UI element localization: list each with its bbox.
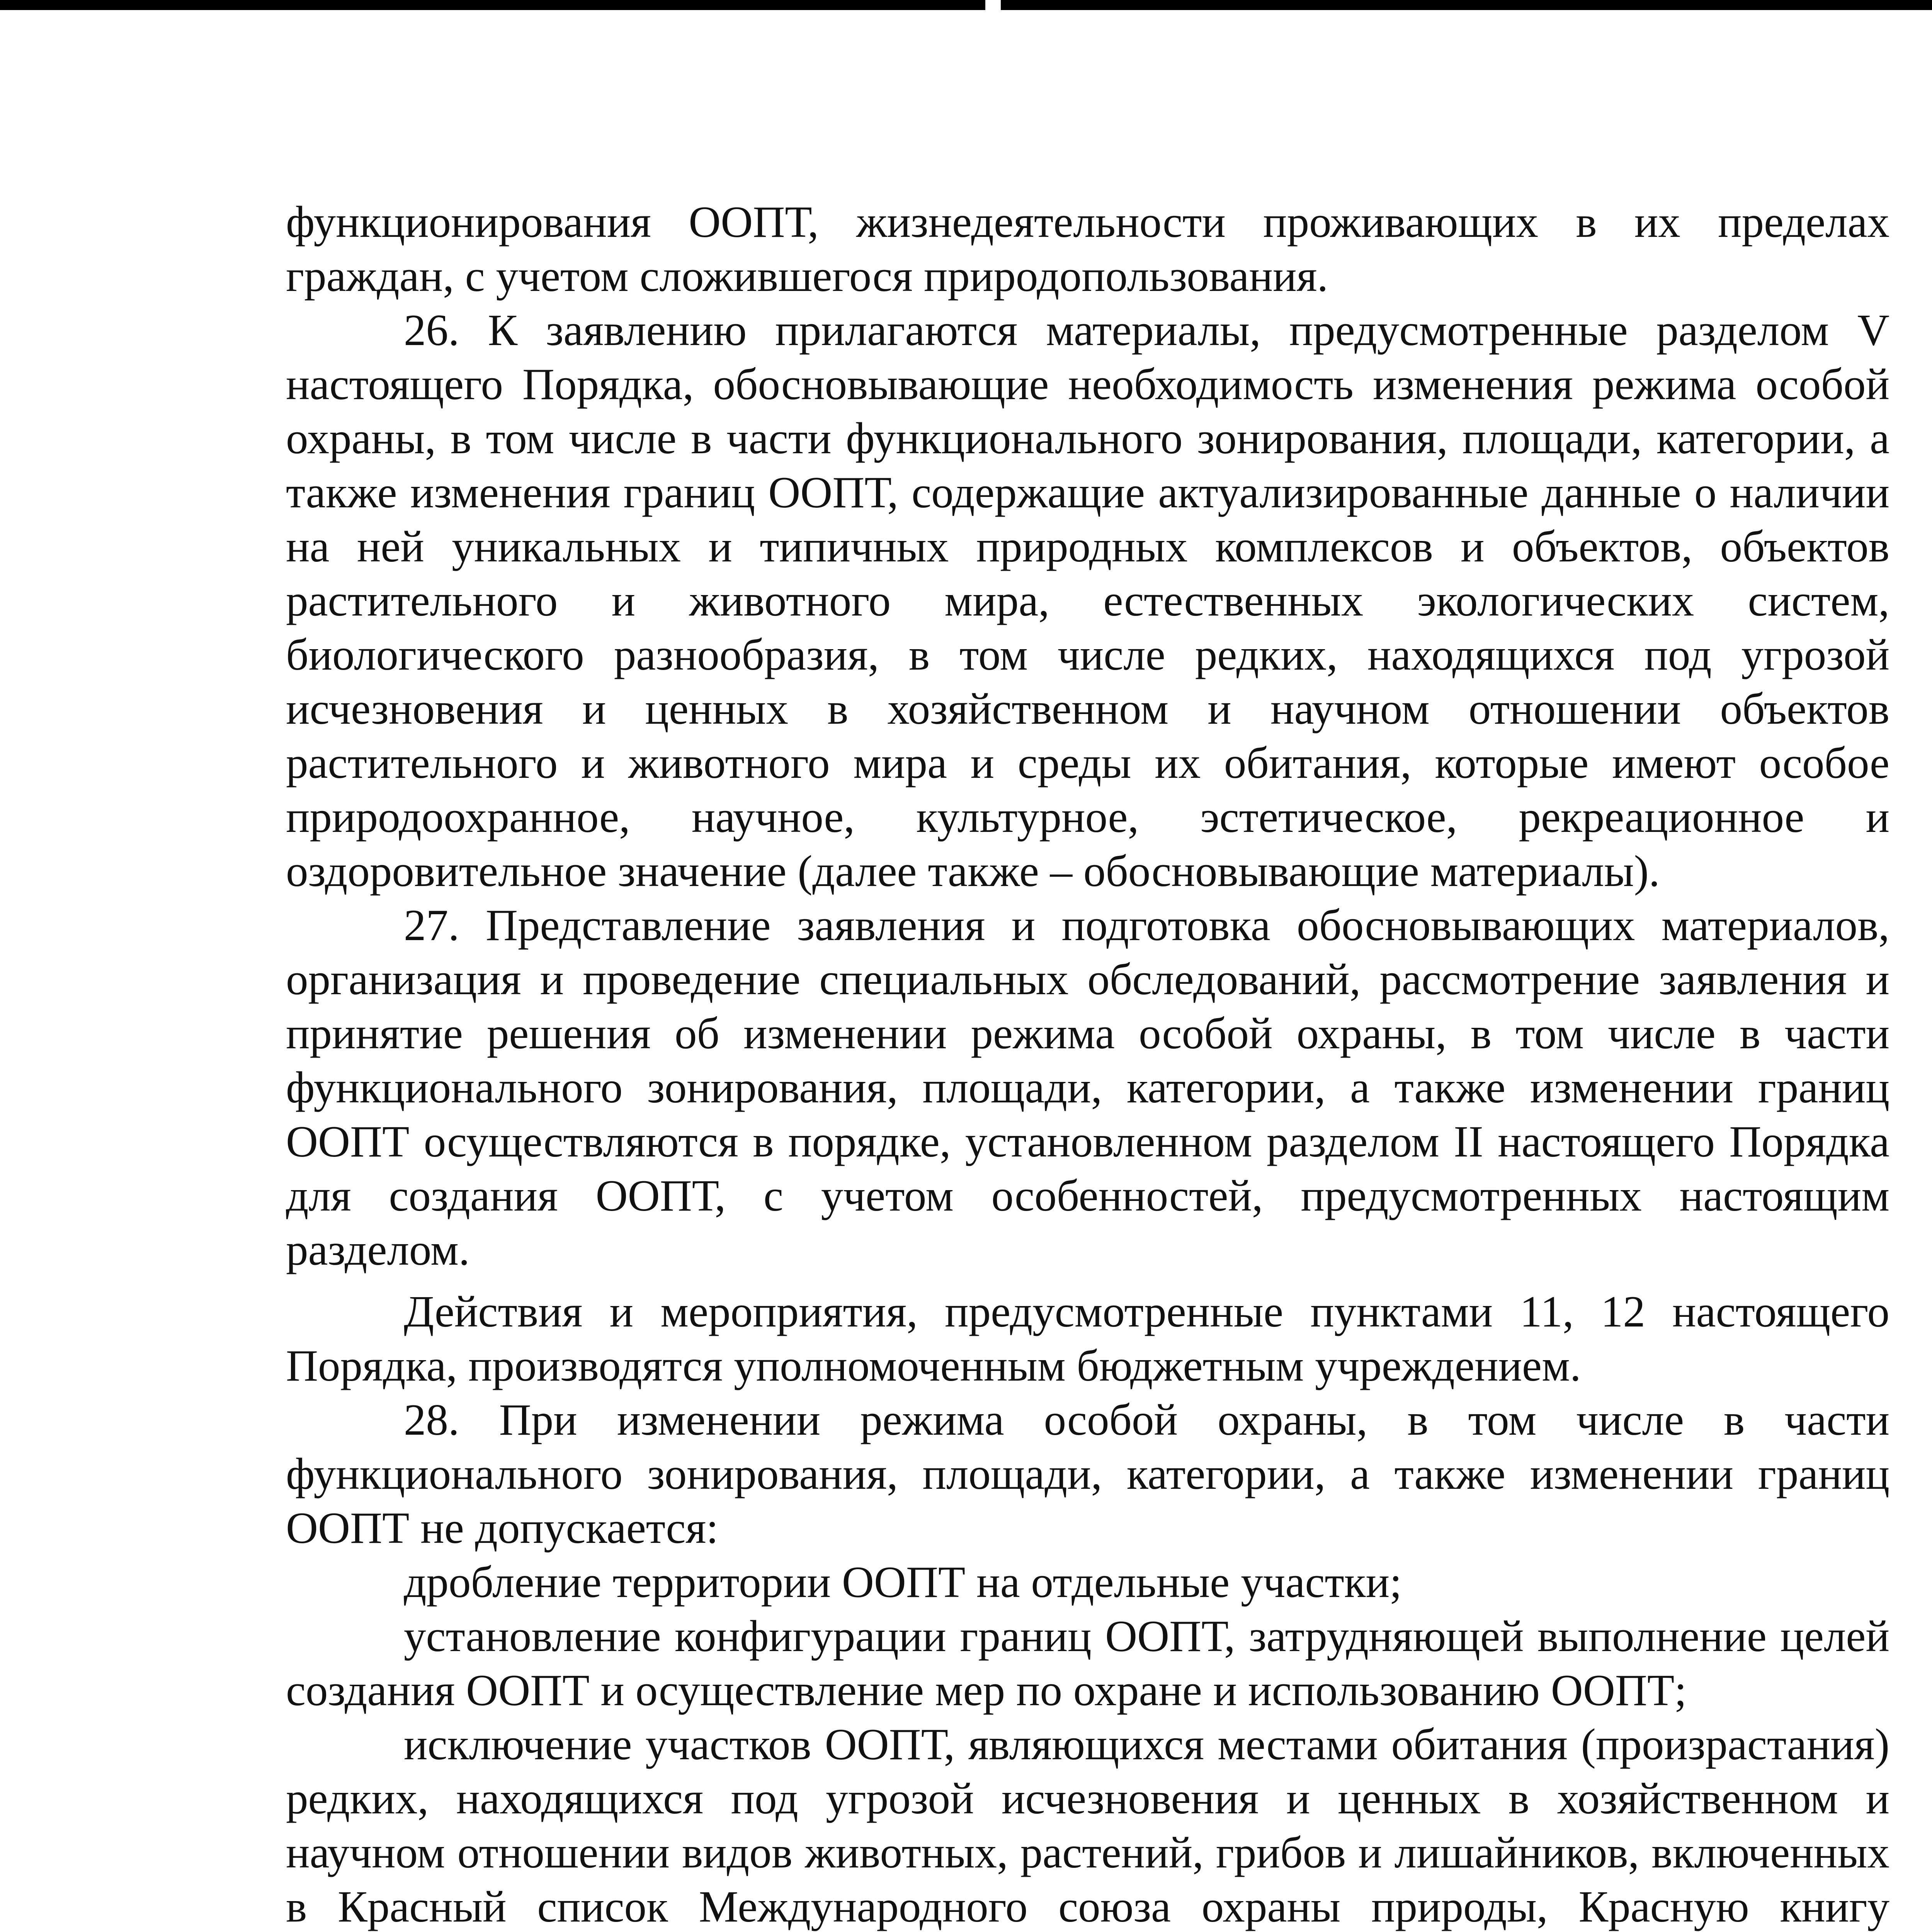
paragraph-continuation: функционирования ООПТ, жизнедеятельности проживающих в их пределах граждан, с учетом сложившегося природопользования. xyxy=(286,197,1889,301)
document-page xyxy=(286,195,1889,1932)
scan-border-top-gap xyxy=(985,0,1001,10)
paragraph-item-26: 26. К заявлению прилагаются материалы, предусмотренные разделом V настоящего Порядка, обосновывающие необходимость изменения режима особой охраны, в том числе в части функционального зонирования, площади, категории, а также изменения границ ООПТ, содержащие актуализированные данные о наличии на ней уникальных и типичных природных комплексов и объектов, объектов растительного и животного мира, естественных экологических систем, биологического разнообразия, в том числе редких, находящихся под угрозой исчезновения и ценных в хозяйственном и научном отношении объектов растительного и животного мира и среды их обитания, которые имеют особое природоохранное, научное, культурное, эстетическое, рекреационное и оздоровительное значение (далее также – обосновывающие материалы). xyxy=(286,306,1889,896)
scan-border-top xyxy=(0,0,1932,10)
list-item-fragmentation: дробление территории ООПТ на отдельные участки; xyxy=(404,1558,1402,1607)
list-item-boundary-configuration: установление конфигурации границ ООПТ, затрудняющей выполнение целей создания ООПТ и осуществление мер по охране и использованию ООПТ; xyxy=(286,1612,1889,1715)
paragraph-item-28: 28. При изменении режима особой охраны, в том числе в части функционального зонирования, площади, категории, а также изменении границ ООПТ не допускается: xyxy=(286,1395,1889,1553)
paragraph-item-27: 27. Представление заявления и подготовка обосновывающих материалов, организация и проведение специальных обследований, рассмотрение заявления и принятие решения об изменении режима особой охраны, в том числе в части функционального зонирования, площади, категории, а также изменении границ ООПТ осуществляются в порядке, установленном разделом II настоящего Порядка для создания ООПТ, с учетом особенностей, предусмотренных настоящим разделом. xyxy=(286,901,1889,1274)
list-item-habitat-exclusion: исключение участков ООПТ, являющихся местами обитания (произрастания) редких, находящихся под угрозой исчезновения и ценных в хозяйственном и научном отношении видов животных, растений, грибов и лишайников, включенных в Красный список Международного союза охраны природы, Красную книгу xyxy=(286,1720,1889,1931)
paragraph-item-27-actions: Действия и мероприятия, предусмотренные пунктами 11, 12 настоящего Порядка, производятся уполномоченным бюджетным учреждением. xyxy=(286,1287,1889,1390)
